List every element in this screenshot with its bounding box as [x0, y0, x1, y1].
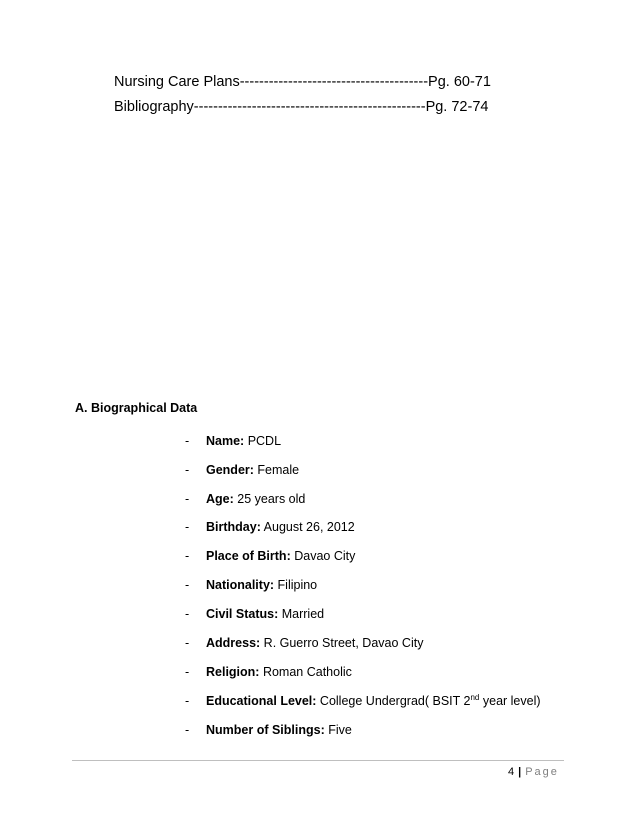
- bio-label: Civil Status:: [206, 607, 279, 621]
- footer-divider: [72, 760, 564, 761]
- list-dash: -: [185, 463, 190, 477]
- bio-value: College Undergrad( BSIT 2: [316, 694, 471, 708]
- bio-label: Name:: [206, 434, 245, 448]
- section-heading-biographical-data: A. Biographical Data: [75, 401, 198, 415]
- bio-label: Birthday:: [206, 520, 261, 534]
- bio-value: 25 years old: [233, 492, 306, 506]
- bio-label: Religion:: [206, 665, 260, 679]
- bio-item-nationality: [185, 578, 317, 592]
- bio-label: Number of Siblings:: [206, 723, 325, 737]
- bio-label: Age:: [206, 492, 234, 506]
- bio-item-birthday: [185, 520, 355, 534]
- bio-item-educational-level: [185, 694, 541, 708]
- ordinal-suffix: nd: [470, 692, 480, 702]
- bio-item-name: [185, 434, 281, 448]
- bio-item-civil-status: [185, 607, 324, 621]
- list-dash: -: [185, 492, 190, 506]
- bio-value: Five: [324, 723, 352, 737]
- list-dash: -: [185, 578, 190, 592]
- bio-value: PCDL: [244, 434, 282, 448]
- bio-value: Female: [253, 463, 300, 477]
- bio-value-continued: year level): [479, 694, 541, 708]
- list-dash: -: [185, 636, 190, 650]
- bio-label: Nationality:: [206, 578, 275, 592]
- bio-label: Place of Birth:: [206, 549, 291, 563]
- bio-item-religion: [185, 665, 352, 679]
- list-dash: -: [185, 520, 190, 534]
- bio-label: Educational Level:: [206, 694, 317, 708]
- bio-value: Roman Catholic: [259, 665, 352, 679]
- bio-value: Davao City: [290, 549, 356, 563]
- bio-item-age: [185, 492, 305, 506]
- toc-entry-nursing-care-plans: Nursing Care Plans---------------------------------------Pg. 60-71: [114, 74, 491, 90]
- bio-value: Filipino: [274, 578, 318, 592]
- bio-label: Gender:: [206, 463, 254, 477]
- list-dash: -: [185, 694, 190, 708]
- list-dash: -: [185, 549, 190, 563]
- page-footer: [508, 766, 559, 778]
- bio-value: August 26, 2012: [260, 520, 355, 534]
- bio-item-gender: [185, 463, 299, 477]
- page-word: Page: [525, 766, 559, 778]
- toc-entry-bibliography: Bibliography------------------------------------------------Pg. 72-74: [114, 99, 489, 115]
- list-dash: -: [185, 607, 190, 621]
- bio-value: Married: [278, 607, 325, 621]
- bio-label: Address:: [206, 636, 261, 650]
- list-dash: -: [185, 434, 190, 448]
- bio-item-place-of-birth: [185, 549, 355, 563]
- page-number: 4: [508, 766, 515, 778]
- footer-separator: |: [518, 766, 522, 778]
- bio-item-number-of-siblings: [185, 723, 352, 737]
- list-dash: -: [185, 723, 190, 737]
- list-dash: -: [185, 665, 190, 679]
- bio-value: R. Guerro Street, Davao City: [260, 636, 424, 650]
- bio-item-address: [185, 636, 423, 650]
